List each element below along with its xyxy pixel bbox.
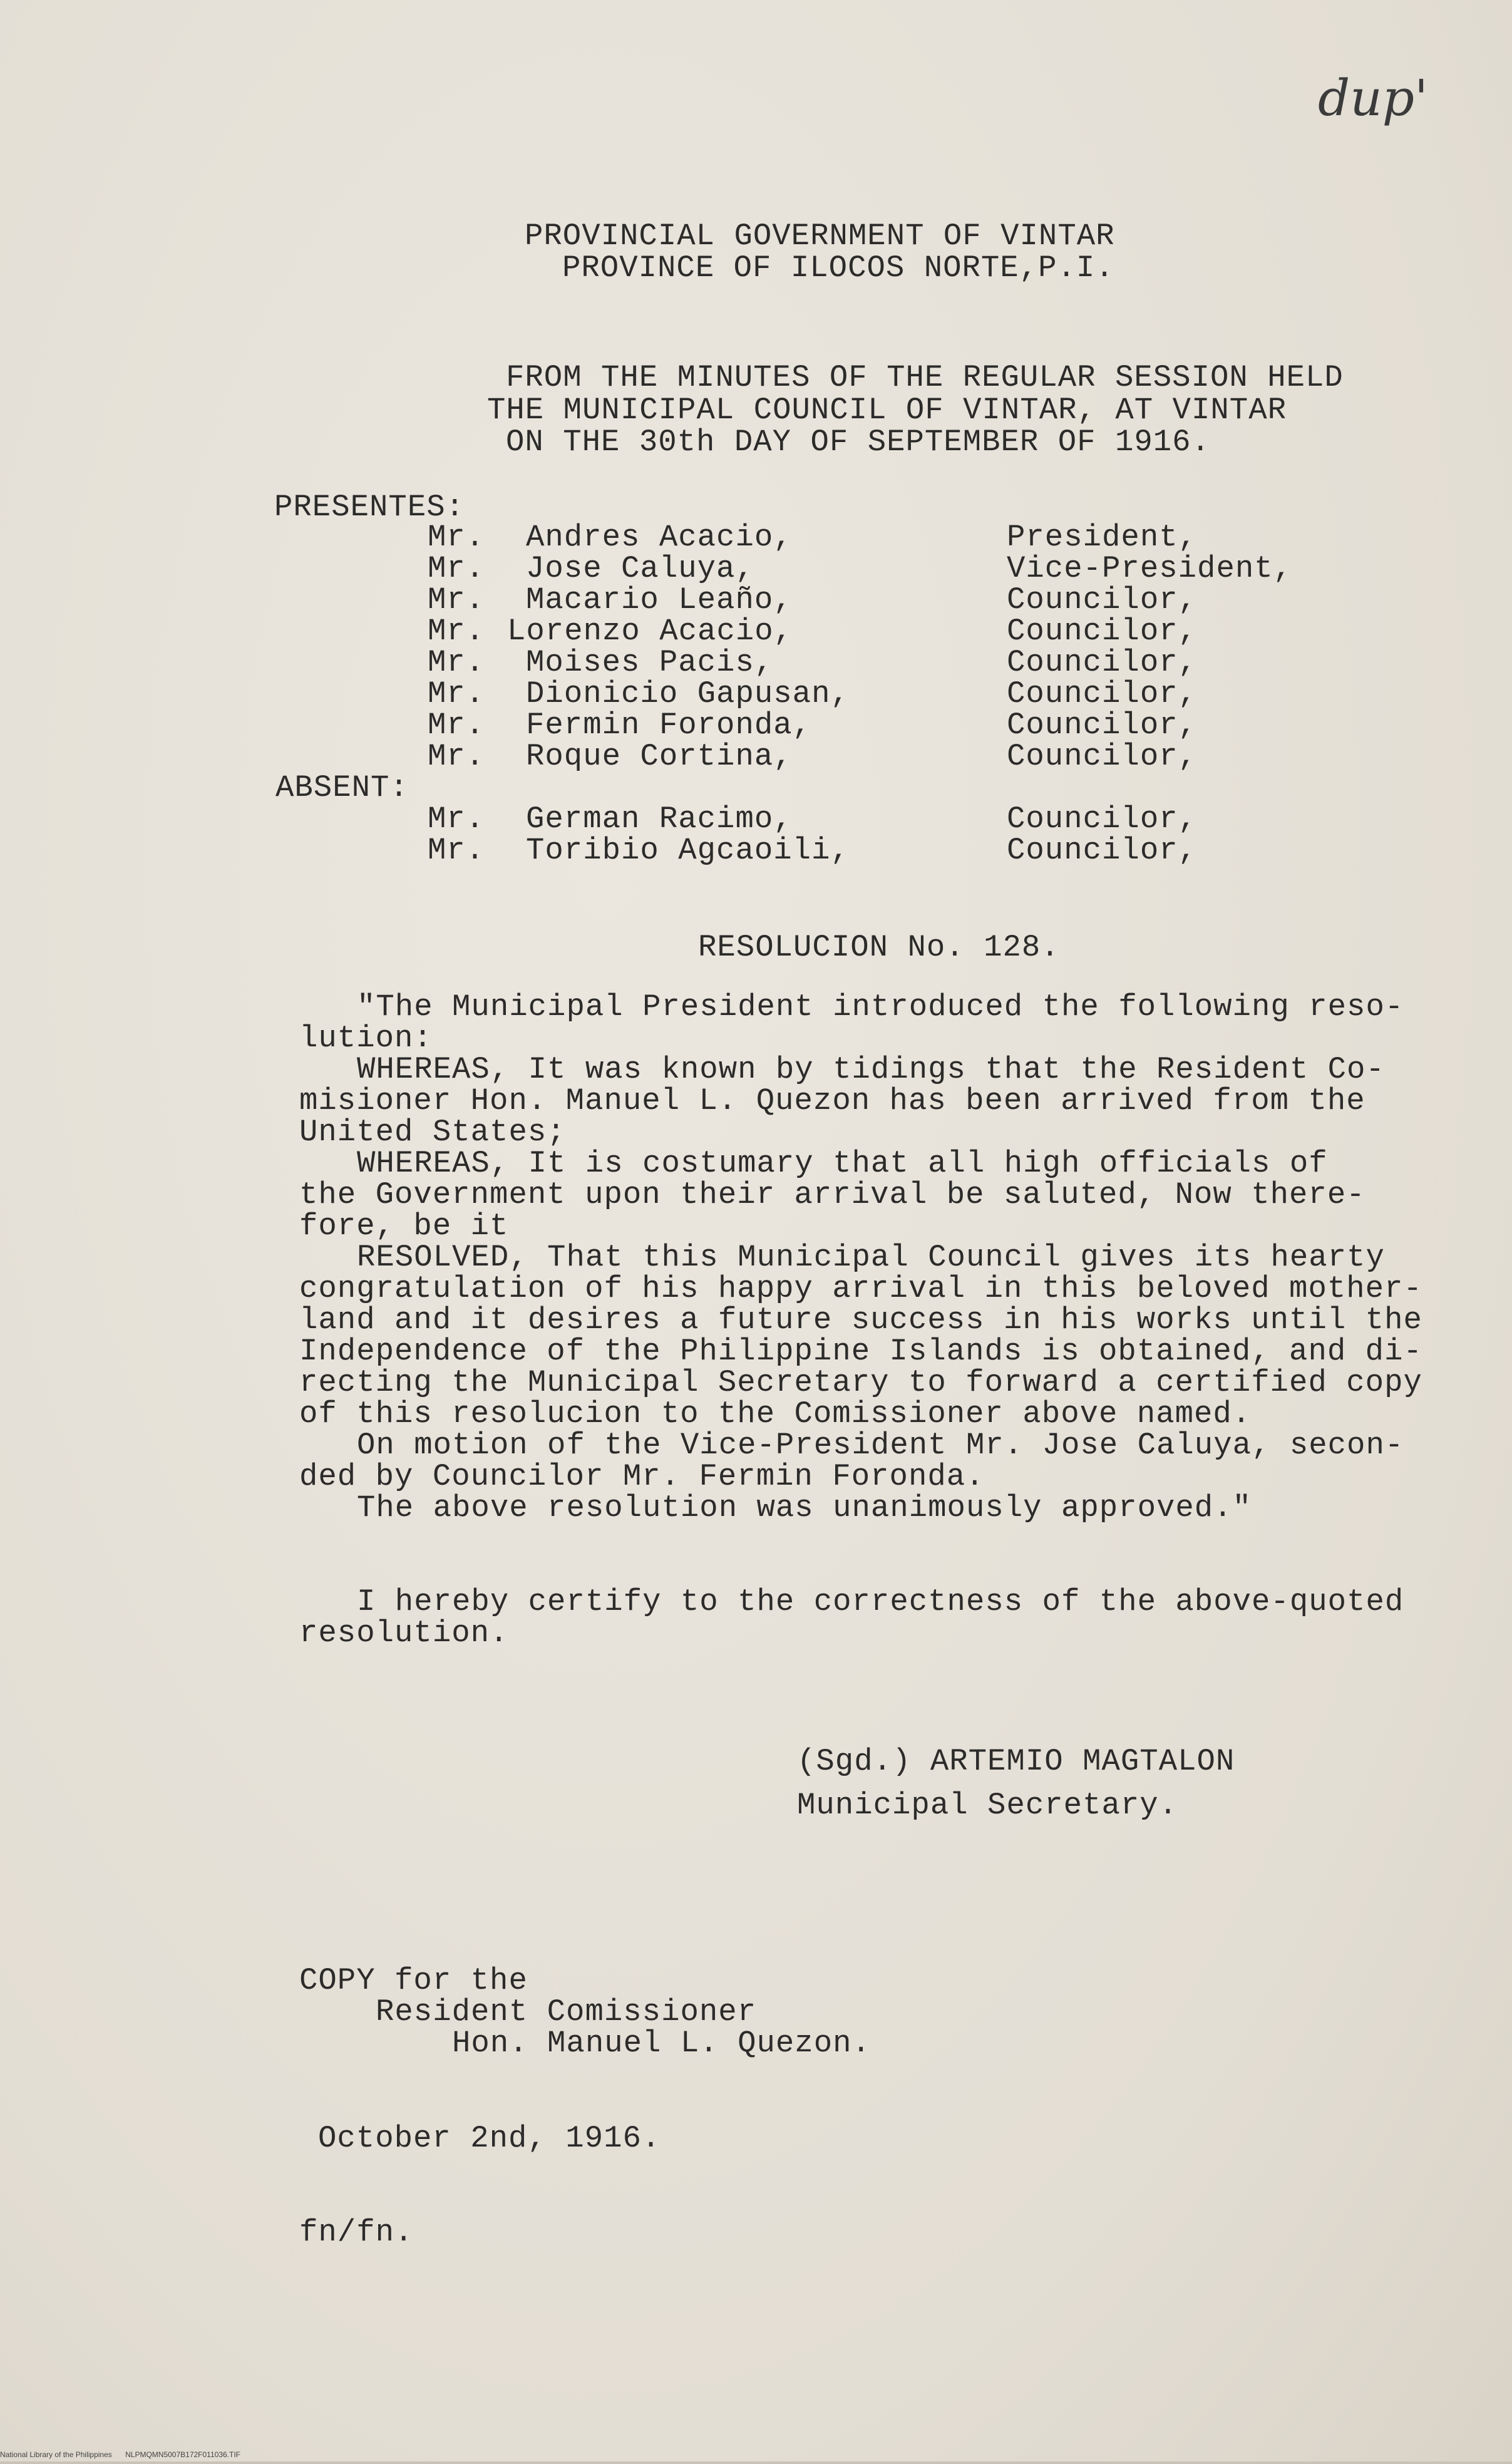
body-line: fore, be it: [299, 1209, 509, 1244]
header-line-2: PROVINCE OF ILOCOS NORTE,P.I.: [562, 250, 1114, 286]
body-line: congratulation of his happy arrival in this beloved mother-: [299, 1271, 1422, 1306]
archive-source: National Library of the Philippines: [0, 2450, 112, 2459]
body-line: "The Municipal President introduced the following reso-: [357, 989, 1404, 1024]
body-line: RESOLVED, That this Municipal Council gives its hearty: [357, 1240, 1385, 1275]
absentee-position: Councilor,: [1007, 833, 1198, 868]
attendee-name: Jose Caluya,: [526, 551, 754, 586]
body-line: On motion of the Vice-President Mr. Jose Caluya, secon-: [357, 1428, 1404, 1463]
minutes-title-line-2: THE MUNICIPAL COUNCIL OF VINTAR, AT VINTAR: [487, 393, 1287, 428]
attendee-title: Mr.: [428, 520, 485, 555]
header-line-1: PROVINCIAL GOVERNMENT OF VINTAR: [525, 219, 1115, 254]
absentee-title: Mr.: [428, 833, 485, 868]
body-line: the Government upon their arrival be saluted, Now there-: [299, 1177, 1365, 1212]
page-edge: [0, 2461, 1512, 2464]
body-line: Independence of the Philippine Islands is obtained, and di-: [299, 1334, 1422, 1369]
certify-line-1: I hereby certify to the correctness of the above-quoted: [357, 1584, 1404, 1619]
copy-line-2: Resident Comissioner: [376, 1994, 757, 2029]
attendee-position: Councilor,: [1007, 739, 1198, 774]
absentee-name: German Racimo,: [526, 802, 793, 837]
handwritten-annotation: dup': [1318, 69, 1428, 127]
attendee-position: Councilor,: [1007, 645, 1198, 680]
archive-footer: [0, 2450, 438, 2459]
presentes-label: PRESENTES:: [274, 490, 465, 525]
body-line: United States;: [299, 1115, 566, 1150]
attendee-title: Mr.: [428, 551, 485, 586]
copy-line-3: Hon. Manuel L. Quezon.: [452, 2026, 871, 2061]
body-line: land and it desires a future success in his works until the: [299, 1302, 1422, 1338]
attendee-title: Mr.: [428, 645, 485, 680]
attendee-name: Andres Acacio,: [526, 520, 793, 555]
attendee-position: President,: [1007, 520, 1198, 555]
minutes-title-line-1: FROM THE MINUTES OF THE REGULAR SESSION HELD: [506, 360, 1344, 395]
body-line: recting the Municipal Secretary to forward a certified copy: [299, 1365, 1422, 1400]
absentee-name: Toribio Agcaoili,: [526, 833, 850, 868]
body-line: of this resolucion to the Comissioner above named.: [299, 1396, 1252, 1431]
body-line: WHEREAS, It is costumary that all high officials of: [357, 1146, 1328, 1181]
attendee-name: Lorenzo Acacio,: [507, 614, 793, 649]
attendee-name: Roque Cortina,: [526, 739, 793, 774]
attendee-position: Councilor,: [1007, 582, 1198, 617]
resolution-title: RESOLUCION No. 128.: [698, 930, 1060, 965]
attendee-position: Councilor,: [1007, 708, 1198, 743]
attendee-name: Macario Leaño,: [526, 582, 793, 617]
attendee-title: Mr.: [428, 676, 485, 711]
body-line: The above resolution was unanimously approved.": [357, 1490, 1252, 1525]
signature-name: (Sgd.) ARTEMIO MAGTALON: [797, 1744, 1235, 1779]
attendee-title: Mr.: [428, 582, 485, 617]
attendee-title: Mr.: [428, 739, 485, 774]
attendee-name: Moises Pacis,: [526, 645, 774, 680]
absent-label: ABSENT:: [275, 770, 409, 805]
body-line: WHEREAS, It was known by tidings that the Resident Co-: [357, 1052, 1385, 1087]
attendee-position: Vice-President,: [1007, 551, 1293, 586]
typist-initials: fn/fn.: [299, 2215, 414, 2250]
copy-line-1: COPY for the: [299, 1963, 528, 1998]
attendee-name: Fermin Foronda,: [526, 708, 812, 743]
attendee-position: Councilor,: [1007, 676, 1198, 711]
attendee-title: Mr.: [428, 614, 485, 649]
body-line: misioner Hon. Manuel L. Quezon has been arrived from the: [299, 1083, 1365, 1118]
attendee-name: Dionicio Gapusan,: [526, 676, 850, 711]
signature-title: Municipal Secretary.: [797, 1788, 1178, 1823]
absentee-title: Mr.: [428, 802, 485, 837]
body-line: ded by Councilor Mr. Fermin Foronda.: [299, 1459, 985, 1494]
document-date: October 2nd, 1916.: [318, 2121, 661, 2156]
minutes-title-line-3: ON THE 30th DAY OF SEPTEMBER OF 1916.: [506, 425, 1210, 460]
body-line: lution:: [299, 1021, 433, 1056]
certify-line-2: resolution.: [299, 1616, 509, 1651]
absentee-position: Councilor,: [1007, 802, 1198, 837]
attendee-position: Councilor,: [1007, 614, 1198, 649]
attendee-title: Mr.: [428, 708, 485, 743]
archive-file-id: NLPMQMN5007B172F011036.TIF: [125, 2450, 240, 2459]
